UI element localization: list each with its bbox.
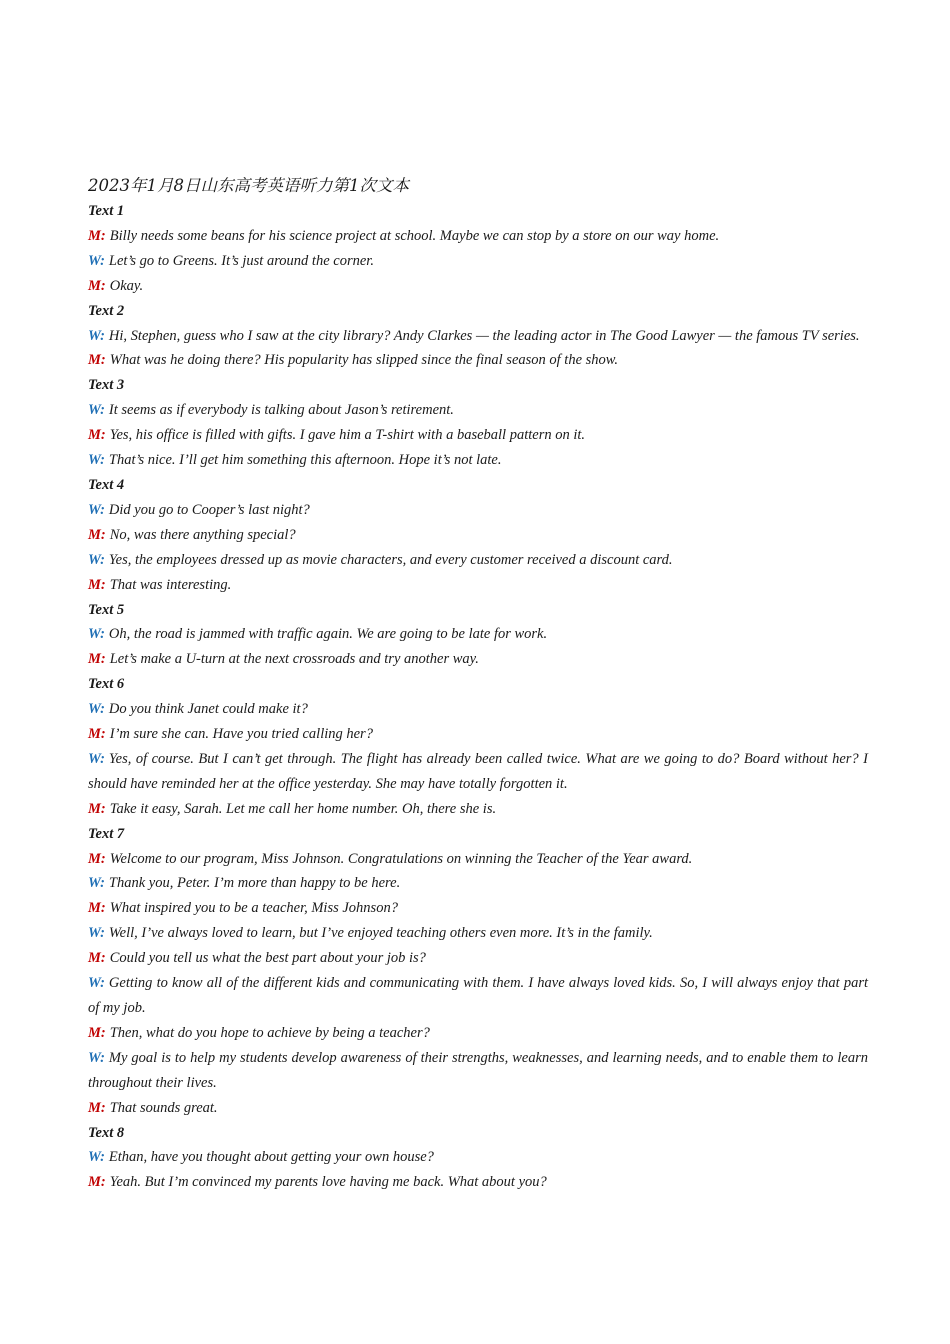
- dialogue-text: Yes, of course. But I can’t get through. The flight has already been called twice. What are we going to do? Board without her? I should have reminded her at the office yesterday. She may have totally forgotten it.: [88, 750, 868, 792]
- dialogue-text: Did you go to Cooper’s last night?: [108, 501, 310, 518]
- dialogue-text: Well, I’ve always loved to learn, but I’ve enjoyed teaching others even more. It’s in the family.: [108, 925, 653, 942]
- dialogue-line: [88, 573, 868, 598]
- speaker-m-label: M:: [88, 726, 106, 743]
- dialogue-line: [88, 722, 868, 747]
- dialogue-line: [88, 448, 868, 473]
- speaker-w-label: W:: [88, 402, 105, 419]
- dialogue-text: That sounds great.: [109, 1099, 218, 1116]
- dialogue-text: Yeah. But I’m convinced my parents love having me back. What about you?: [109, 1174, 547, 1191]
- speaker-w-label: W:: [88, 1149, 105, 1166]
- dialogue-line: [88, 747, 868, 797]
- dialogue-text: Okay.: [109, 277, 144, 294]
- speaker-w-label: W:: [88, 975, 105, 992]
- section-heading: Text 2: [88, 302, 125, 319]
- dialogue-text: Ethan, have you thought about getting your own house?: [108, 1149, 434, 1166]
- section-heading: Text 1: [88, 203, 125, 219]
- dialogue-text: Then, what do you hope to achieve by being a teacher?: [109, 1024, 430, 1041]
- section-heading: Text 7: [88, 825, 125, 842]
- dialogue-text: No, was there anything special?: [109, 526, 296, 543]
- dialogue-text: What inspired you to be a teacher, Miss Johnson?: [109, 900, 398, 917]
- dialogue-text: Thank you, Peter. I’m more than happy to be here.: [108, 875, 401, 892]
- dialogue-line: [88, 946, 868, 971]
- speaker-m-label: M:: [88, 352, 106, 369]
- dialogue-line: [88, 274, 868, 299]
- speaker-m-label: M:: [88, 651, 106, 668]
- dialogue-text: Getting to know all of the different kids and communicating with them. I have always loved kids. So, I will always enjoy that part of my job.: [88, 975, 868, 1016]
- dialogue-text: Let’s go to Greens. It’s just around the corner.: [108, 252, 374, 269]
- dialogue-line: [88, 847, 868, 872]
- dialogue-line: [88, 1021, 868, 1046]
- speaker-m-label: M:: [88, 427, 106, 444]
- dialogue-text: Let’s make a U-turn at the next crossroads and try another way.: [109, 651, 479, 668]
- dialogue-line: [88, 1145, 868, 1170]
- speaker-m-label: M:: [88, 227, 106, 244]
- dialogue-text: Yes, his office is filled with gifts. I gave him a T-shirt with a baseball pattern on it.: [109, 427, 586, 444]
- dialogue-line: [88, 697, 868, 722]
- dialogue-text: What was he doing there? His popularity has slipped since the final season of the show.: [109, 352, 619, 369]
- dialogue-text: Do you think Janet could make it?: [108, 701, 308, 718]
- section-heading: Text 3: [88, 377, 125, 394]
- speaker-m-label: M:: [88, 1174, 106, 1191]
- speaker-w-label: W:: [88, 452, 105, 469]
- section-heading: Text 5: [88, 601, 125, 618]
- speaker-m-label: M:: [88, 850, 106, 867]
- dialogue-line: [88, 647, 868, 672]
- speaker-w-label: W:: [88, 551, 105, 568]
- speaker-m-label: M:: [88, 277, 106, 294]
- dialogue-text: Hi, Stephen, guess who I saw at the city library? Andy Clarkes — the leading actor in The Good Lawyer — the famous TV series.: [108, 327, 860, 344]
- document-title: 2023年1月8日山东高考英语听力第1次文本: [88, 176, 409, 195]
- transcript-body: [88, 199, 868, 1195]
- dialogue-text: My goal is to help my students develop awareness of their strengths, weaknesses, and learning needs, and to enable them to learn throughout their lives.: [88, 1049, 868, 1091]
- speaker-m-label: M:: [88, 1024, 106, 1041]
- section-heading: Text 4: [88, 476, 125, 493]
- dialogue-text: Could you tell us what the best part about your job is?: [109, 950, 426, 967]
- speaker-w-label: W:: [88, 875, 105, 892]
- dialogue-line: [88, 1170, 868, 1195]
- section-heading: Text 6: [88, 676, 125, 693]
- dialogue-text: It seems as if everybody is talking about Jason’s retirement.: [108, 402, 454, 419]
- dialogue-line: [88, 324, 868, 349]
- speaker-w-label: W:: [88, 252, 105, 269]
- dialogue-text: Billy needs some beans for his science project at school. Maybe we can stop by a store on our way home.: [109, 227, 720, 244]
- dialogue-line: [88, 224, 868, 249]
- dialogue-line: [88, 971, 868, 1021]
- dialogue-line: [88, 1096, 868, 1121]
- speaker-w-label: W:: [88, 626, 105, 643]
- dialogue-text: That was interesting.: [109, 576, 232, 593]
- dialogue-text: Yes, the employees dressed up as movie characters, and every customer received a discount card.: [108, 551, 673, 568]
- speaker-m-label: M:: [88, 526, 106, 543]
- dialogue-line: [88, 498, 868, 523]
- speaker-w-label: W:: [88, 750, 105, 767]
- speaker-w-label: W:: [88, 501, 105, 518]
- dialogue-line: [88, 797, 868, 822]
- dialogue-line: [88, 249, 868, 274]
- speaker-m-label: M:: [88, 950, 106, 967]
- dialogue-text: Oh, the road is jammed with traffic again. We are going to be late for work.: [108, 626, 548, 643]
- dialogue-line: [88, 423, 868, 448]
- dialogue-line: [88, 921, 868, 946]
- speaker-m-label: M:: [88, 1099, 106, 1116]
- speaker-w-label: W:: [88, 1049, 105, 1066]
- dialogue-text: That’s nice. I’ll get him something this afternoon. Hope it’s not late.: [108, 452, 502, 469]
- dialogue-line: [88, 523, 868, 548]
- dialogue-text: Welcome to our program, Miss Johnson. Congratulations on winning the Teacher of the Year award.: [109, 850, 693, 867]
- dialogue-text: I’m sure she can. Have you tried calling her?: [109, 726, 373, 743]
- document-page: [88, 174, 868, 1195]
- dialogue-line: [88, 548, 868, 573]
- speaker-m-label: M:: [88, 900, 106, 917]
- dialogue-line: [88, 398, 868, 423]
- dialogue-line: [88, 622, 868, 647]
- section-heading: Text 8: [88, 1124, 125, 1141]
- dialogue-text: Take it easy, Sarah. Let me call her home number. Oh, there she is.: [109, 800, 497, 817]
- dialogue-line: [88, 348, 868, 373]
- dialogue-line: [88, 1046, 868, 1096]
- speaker-w-label: W:: [88, 701, 105, 718]
- speaker-w-label: W:: [88, 925, 105, 942]
- speaker-m-label: M:: [88, 576, 106, 593]
- dialogue-line: [88, 896, 868, 921]
- dialogue-line: [88, 871, 868, 896]
- speaker-w-label: W:: [88, 327, 105, 344]
- speaker-m-label: M:: [88, 800, 106, 817]
